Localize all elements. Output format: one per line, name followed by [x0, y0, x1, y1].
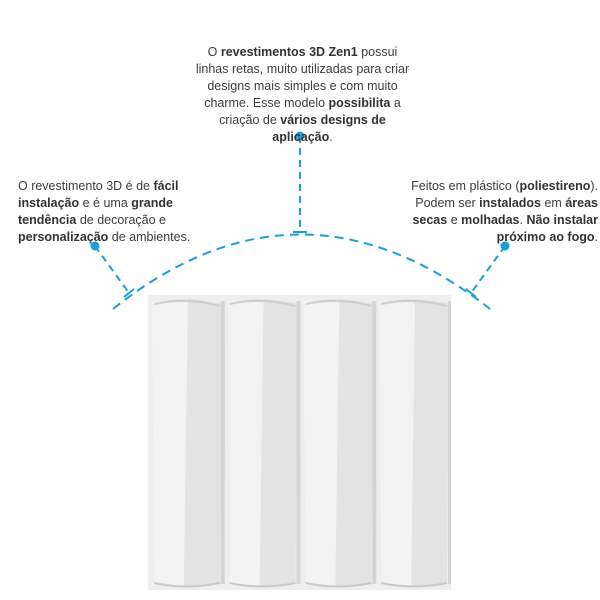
callout-text-run: Não instalar próximo ao fogo	[496, 213, 598, 244]
callout-text-run: de ambientes.	[108, 230, 191, 244]
callout-text-run: revestimentos 3D Zen1	[220, 45, 358, 59]
right-connector-line	[471, 246, 505, 293]
callout-text-run: instalados	[479, 196, 541, 210]
callout-text-run: poliestireno	[519, 179, 591, 193]
callout-text-run: Feitos em plástico (	[411, 179, 520, 193]
callout-text-run: em	[541, 196, 566, 210]
panel-column	[152, 299, 225, 588]
callout-text-run: personalização	[18, 230, 109, 244]
panel-column	[228, 299, 301, 588]
callout-text-run: .	[519, 213, 527, 227]
panel-column	[379, 299, 451, 588]
callout-right-text	[398, 178, 598, 246]
callout-text-run: e	[447, 213, 462, 227]
callout-text-run: vários designs de aplicação	[272, 113, 386, 144]
callout-text-run: de decoração e	[76, 213, 167, 227]
callout-text-run: a criação de	[219, 96, 401, 127]
callout-text-run: grande tendência	[18, 196, 173, 227]
left-connector-line	[95, 246, 129, 293]
callout-text-run: .	[329, 130, 333, 144]
callout-left-text	[18, 178, 208, 246]
callout-text-run: e é uma	[79, 196, 132, 210]
callout-text-run: O	[207, 45, 221, 59]
callout-text-run: molhadas	[461, 213, 520, 227]
callout-text-run: ). Podem ser	[415, 179, 598, 210]
callout-text-run: fácil instalação	[18, 179, 179, 210]
callout-text-run: O revestimento 3D é de	[18, 179, 154, 193]
callout-text-run: possibilita	[328, 96, 391, 110]
panel-column	[304, 299, 377, 588]
callout-text-run: áreas secas	[412, 196, 598, 227]
callout-top-text	[190, 44, 415, 146]
callout-text-run: .	[594, 230, 598, 244]
wall-panel-image	[148, 295, 451, 590]
callout-text-run: possui linhas retas, muito utilizadas para criar designs mais simples e com muito charme. Esse modelo	[195, 45, 410, 110]
